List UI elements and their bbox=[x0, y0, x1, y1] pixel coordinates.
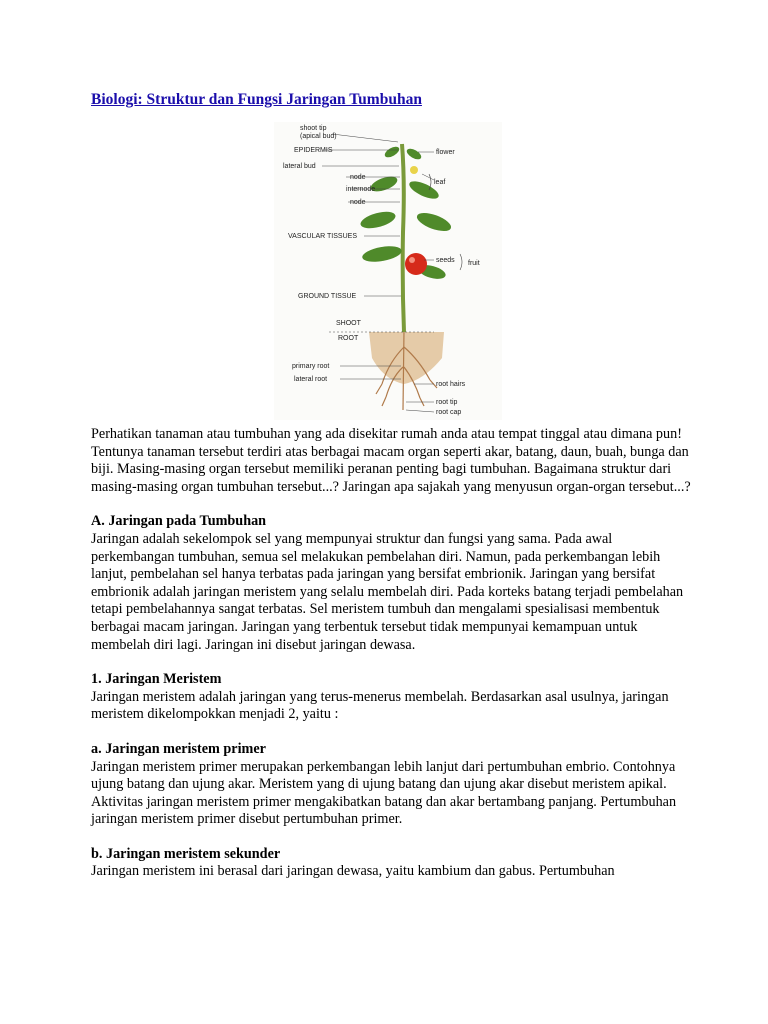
label-shoot: SHOOT bbox=[336, 320, 361, 327]
label-lateral-bud: lateral bud bbox=[283, 163, 316, 170]
section-a-heading: A. Jaringan pada Tumbuhan bbox=[91, 513, 267, 530]
section-1a-heading: a. Jaringan meristem primer bbox=[91, 740, 266, 757]
label-vascular-tissues: VASCULAR TISSUES bbox=[288, 233, 357, 240]
label-leaf: leaf bbox=[434, 179, 446, 186]
section-1a-body: Jaringan meristem primer merupakan perkembangan lebih lanjut dari pertumbuhan embrio. Contohnya ujung batang dan ujung akar. Meristem yang di ujung batang dan ujung akar disebut meristem apikal. Aktivitas jaringan meristem primer mengakibatkan batang dan akar bertambang panjang. Pertumbuhan jaringan meristem primer disebut pertumbuhan primer. bbox=[91, 758, 677, 828]
label-root-cap: root cap bbox=[436, 409, 462, 416]
section-a bbox=[91, 513, 691, 654]
plant-structure-figure bbox=[274, 122, 502, 420]
document-title-link[interactable]: Biologi: Struktur dan Fungsi Jaringan Tumbuhan bbox=[91, 91, 422, 108]
label-node-2: node bbox=[350, 199, 366, 206]
label-internode: internode bbox=[346, 186, 376, 193]
flower-drawing bbox=[410, 166, 418, 174]
label-ground-tissue: GROUND TISSUE bbox=[298, 293, 357, 300]
fruit-highlight bbox=[409, 257, 415, 263]
section-1a bbox=[91, 741, 691, 829]
label-seeds: seeds bbox=[436, 257, 455, 264]
plant-diagram bbox=[274, 122, 502, 420]
section-1b-heading: b. Jaringan meristem sekunder bbox=[91, 845, 281, 862]
label-node-1: node bbox=[350, 174, 366, 181]
section-1-heading: 1. Jaringan Meristem bbox=[91, 671, 222, 688]
soil-region bbox=[369, 332, 444, 384]
section-1-body: Jaringan meristem adalah jaringan yang terus-menerus membelah. Berdasarkan asal usulnya, jaringan meristem dikelompokkan menjadi 2, yaitu : bbox=[91, 688, 669, 723]
label-fruit: fruit bbox=[468, 260, 480, 267]
fruit-bracket bbox=[460, 254, 462, 270]
stem-drawing bbox=[402, 144, 404, 332]
label-flower: flower bbox=[436, 149, 455, 156]
label-shoot-tip: shoot tip bbox=[300, 125, 327, 132]
intro-paragraph: Perhatikan tanaman atau tumbuhan yang ada disekitar rumah anda atau tempat tinggal atau dimana pun! Tentunya tanaman tersebut terdiri atas berbagai macam organ seperti akar, batang, daun, buah, bunga dan biji. Masing-masing organ tersebut memiliki peranan penting bagi tumbuhan. Bagaimana struktur dari masing-masing organ tumbuhan tersebut...? Jaringan apa sajakah yang menyusun organ-organ tersebut...? bbox=[91, 426, 691, 495]
label-root-tip: root tip bbox=[436, 399, 458, 406]
label-apical-bud: (apical bud) bbox=[300, 133, 337, 140]
document-page bbox=[91, 90, 691, 881]
label-epidermis: EPIDERMIS bbox=[294, 147, 333, 154]
fruit-drawing bbox=[405, 253, 427, 275]
section-1 bbox=[91, 671, 691, 724]
section-1b-body: Jaringan meristem ini berasal dari jaringan dewasa, yaitu kambium dan gabus. Pertumbuhan bbox=[91, 863, 615, 880]
label-root: ROOT bbox=[338, 335, 359, 342]
label-lateral-root: lateral root bbox=[294, 376, 328, 383]
label-root-hairs: root hairs bbox=[436, 381, 466, 388]
section-a-body: Jaringan adalah sekelompok sel yang mempunyai struktur dan fungsi yang sama. Pada awal perkembangan tumbuhan, semua sel melakukan pembelahan diri. Namun, pada perkembangan lebih lanjut, pembelahan sel hanya terbatas pada jaringan yang bersifat embrionik. Jaringan yang bersifat embrionik adalah jaringan meristem yang selalu membelah diri. Pada korteks batang terjadi pembelahan tetapi pembelahannya sangat terbatas. Sel meristem tumbuh dan mengalami spesialisasi membentuk berbagai macam jaringan. Jaringan yang terbentuk tersebut tidak mempunyai kemampuan untuk membelah diri lagi. Jaringan ini disebut jaringan dewasa. bbox=[91, 530, 684, 653]
label-primary-root: primary root bbox=[292, 363, 330, 370]
section-1b bbox=[91, 846, 691, 881]
